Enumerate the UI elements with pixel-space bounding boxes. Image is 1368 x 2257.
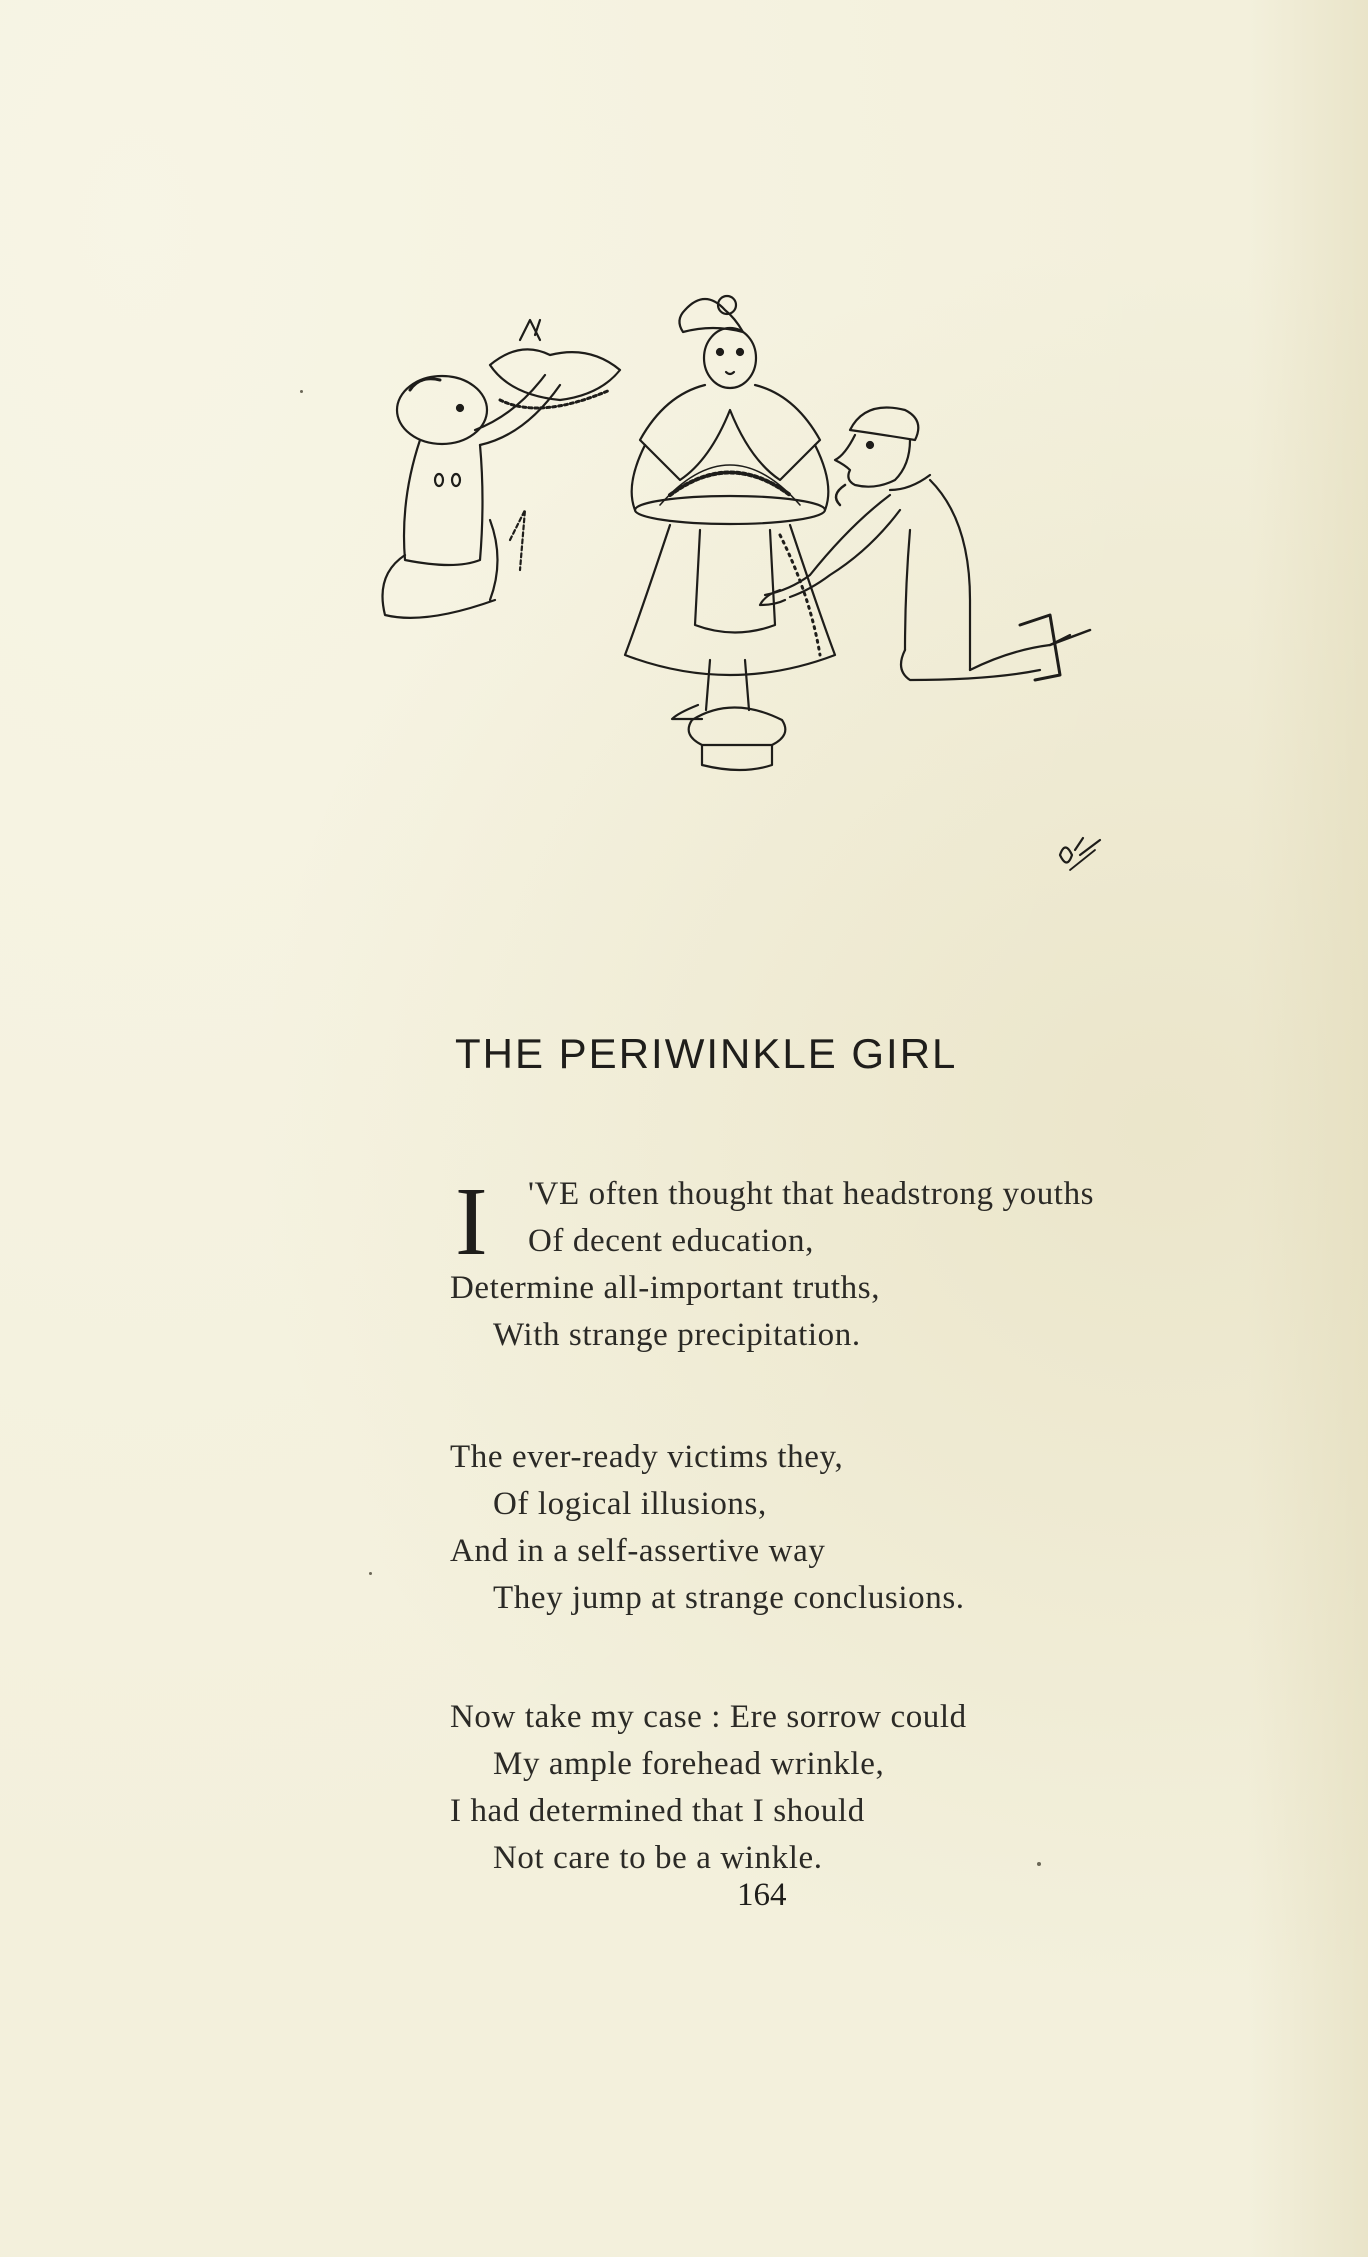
kneeling-boy-figure	[383, 320, 621, 618]
poem-line: Determine all-important truths,	[450, 1270, 881, 1306]
paper-speck	[300, 390, 303, 393]
paper-speck	[369, 1572, 372, 1575]
paper-speck	[1037, 1862, 1041, 1866]
stanza-3	[450, 1694, 967, 1882]
poem-line: I had determined that I should	[450, 1793, 865, 1829]
page-edge-shadow	[1248, 0, 1368, 2257]
kneeling-man-figure	[760, 408, 1090, 681]
poem-line: And in a self-assertive way	[450, 1533, 826, 1569]
poem-line: They jump at strange conclusions.	[493, 1580, 965, 1616]
girl-figure	[625, 296, 835, 770]
stanza-2	[450, 1434, 965, 1622]
periwinkle-girl-illustration	[380, 280, 1120, 910]
poem-line: 'VE often thought that headstrong youths	[528, 1176, 1095, 1212]
page-number: 164	[737, 1877, 787, 1913]
poem-title: THE PERIWINKLE GIRL	[455, 1030, 958, 1077]
artist-monogram	[1060, 838, 1100, 870]
poem-line: My ample forehead wrinkle,	[493, 1746, 885, 1782]
poem-line: The ever-ready victims they,	[450, 1439, 844, 1475]
drop-cap: I	[455, 1168, 488, 1276]
poem-line: Of decent education,	[528, 1223, 814, 1259]
poem-line: Of logical illusions,	[493, 1486, 767, 1522]
poem-line: Not care to be a winkle.	[493, 1840, 823, 1876]
poem-line: Now take my case : Ere sorrow could	[450, 1699, 967, 1735]
stanza-1	[450, 1168, 1095, 1359]
poem-line: With strange precipitation.	[493, 1317, 861, 1353]
